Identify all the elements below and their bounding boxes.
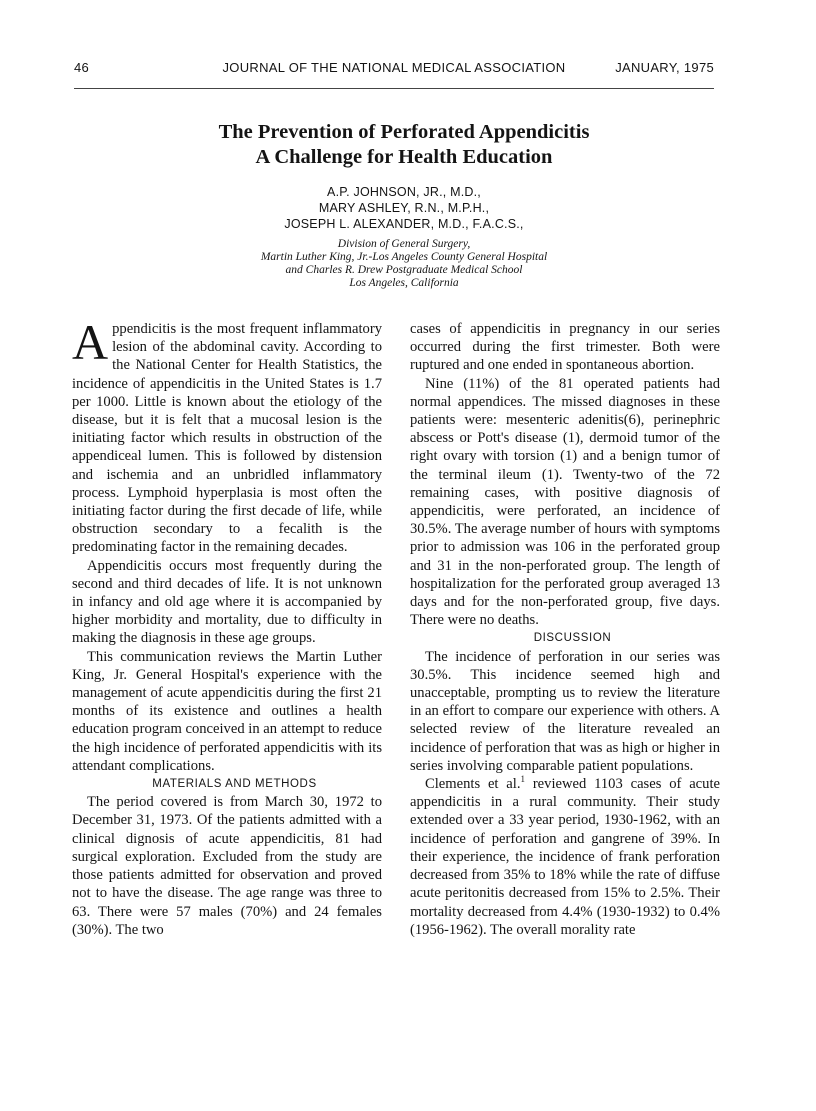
affiliation-line: Martin Luther King, Jr.-Los Angeles County General Hospital: [260, 251, 548, 263]
body-paragraph: [410, 775, 720, 939]
affiliation-line: and Charles R. Drew Postgraduate Medical School: [285, 264, 523, 276]
title-line-2: A Challenge for Health Education: [255, 146, 553, 168]
author: A.P. JOHNSON, JR., M.D.,: [327, 185, 481, 199]
section-heading-materials-methods: MATERIALS AND METHODS: [152, 778, 317, 791]
citation-author: Clements et al.: [425, 776, 521, 793]
affiliation-line: Los Angeles, California: [349, 277, 459, 289]
running-header: [74, 60, 714, 80]
author: MARY ASHLEY, R.N., M.P.H.,: [318, 201, 490, 215]
left-column: [72, 314, 382, 939]
body-paragraph: The incidence of perforation in our series was 30.5%. This incidence seemed high and unacceptable, prompting us to review the literature in an effort to compare our experience with others. A selected review of the literature revealed an incidence of perforation that was as high or higher in series involving comparable patient populations.: [410, 648, 720, 774]
issue-date: JANUARY, 1975: [615, 60, 714, 75]
journal-name: JOURNAL OF THE NATIONAL MEDICAL ASSOCIATION: [222, 60, 566, 75]
title-line-1: The Prevention of Perforated Appendicitis: [218, 121, 590, 143]
section-heading-discussion: DISCUSSION: [533, 632, 612, 645]
header-rule: [74, 88, 714, 89]
affiliation: [74, 238, 734, 290]
intro-paragraph-text: ppendicitis is the most frequent inflammatory lesion of the abdominal cavity. According to the National Center for Health Statistics, the incidence of appendicitis in the United States is 1.7 per 1000. Little is known about the etiology of the disease, but it is felt that a mucosal lesion is the initiating factor which results in obstruction of the appendiceal lumen. This is followed by distension and ischemia and an unbridled inflammatory process. Lymphoid hyperplasia is most often the initiating factor during the first decade of life, while obstruction secondary to a fecalith is the predominating factor in the remaining decades.: [72, 321, 382, 556]
article-title: [74, 120, 734, 170]
right-column: [410, 320, 720, 939]
body-paragraph: Nine (11%) of the 81 operated patients had normal appendices. The missed diagnoses in these patients were: mesenteric adenitis(6), perinephric abscess or Pott's disease (1), dermoid tumor of the right ovary with torsion (1) and a benign tumor of the terminal ileum (1). Twenty-two of the 72 remaining cases, with positive diagnosis of appendicitis, were perforated, an incidence of 30.5%. The average number of hours with symptoms prior to admission was 106 in the perforated group and 31 in the non-perforated group. The length of hospitalization for the perforated group averaged 13 days and for the non-perforated group, five days. There were no deaths.: [410, 375, 720, 629]
affiliation-line: Division of General Surgery,: [337, 238, 471, 250]
body-paragraph-text: reviewed 1103 cases of acute appendicitis in a rural community. Their study extended over a 33 year period, 1930-1962, with an incidence of perforation and gangrene of 39%. In their experience, the incidence of frank perforation decreased from 35% to 18% while the rate of diffuse acute peritonitis decreased from 15% to 2.5%. Their mortality decreased from 4.4% (1930-1932) to 0.4% (1956-1962). The overall morality rate: [410, 776, 720, 938]
author: JOSEPH L. ALEXANDER, M.D., F.A.C.S.,: [284, 217, 524, 231]
page-number: 46: [74, 60, 90, 75]
body-paragraph: This communication reviews the Martin Luther King, Jr. General Hospital's experience with the management of acute appendicitis during the first 21 months of its existence and outlines a health education program conceived in an attempt to reduce the high incidence of perforated appendicitis with its attendant complications.: [72, 648, 382, 774]
reference-marker[interactable]: 1: [520, 774, 525, 785]
author-list: [74, 184, 734, 232]
body-paragraph: The period covered is from March 30, 1972 to December 31, 1973. Of the patients admitted with a clinical dignosis of acute appendicitis, 81 had surgical exploration. Excluded from the study are those patients admitted for observation and proved not to have the disease. The age range was three to 63. There were 57 males (70%) and 24 females (30%). The two: [72, 794, 382, 938]
body-paragraph: cases of appendicitis in pregnancy in our series occurred during the first trimester. Both were ruptured and one ended in spontaneous abortion.: [410, 321, 720, 374]
drop-cap: A: [72, 314, 109, 370]
intro-paragraph: [72, 314, 382, 557]
body-paragraph: Appendicitis occurs most frequently during the second and third decades of life. It is not unknown in infancy and old age where it is accompanied by higher morbidity and mortality, due to difficulty in making the diagnosis in these age groups.: [72, 557, 382, 647]
